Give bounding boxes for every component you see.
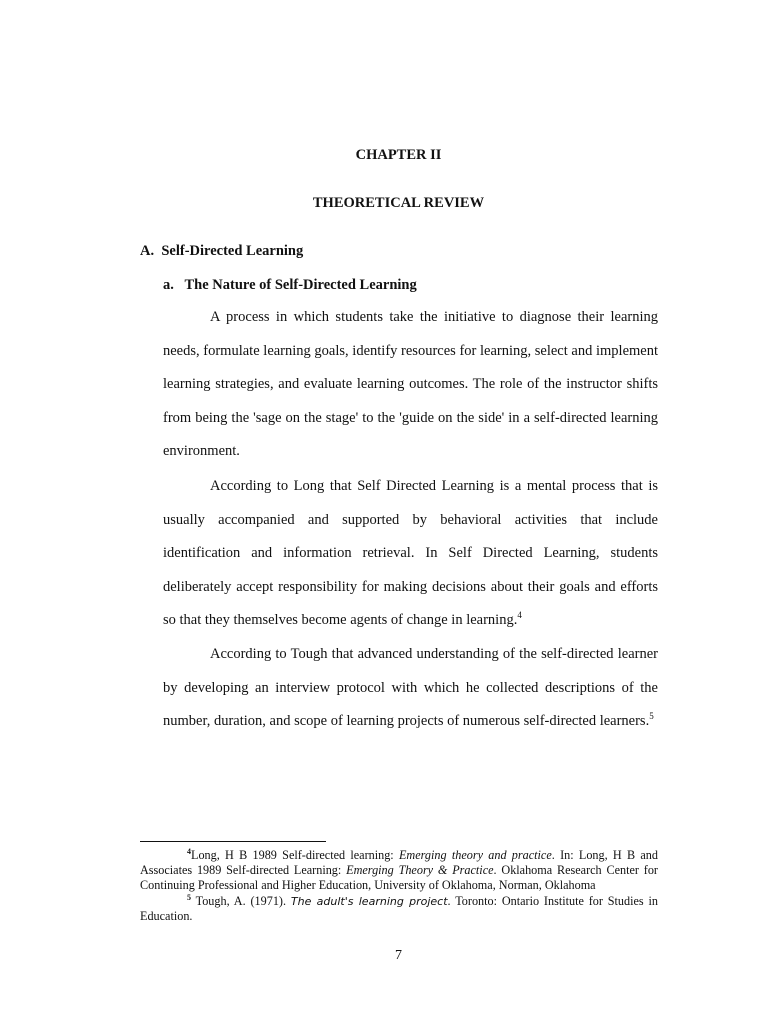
paragraph-3 bbox=[163, 638, 658, 739]
subsection-heading bbox=[163, 276, 417, 294]
section-heading bbox=[140, 242, 303, 260]
chapter-heading: CHAPTER II bbox=[355, 147, 442, 163]
section-label: A. bbox=[140, 243, 155, 259]
footnote-4 bbox=[140, 848, 658, 894]
subsection-label: a. bbox=[163, 277, 174, 293]
page-number: 7 bbox=[395, 948, 402, 963]
subsection-title: The Nature of Self-Directed Learning bbox=[184, 277, 417, 293]
footnote-ref-5: 5 bbox=[649, 711, 654, 722]
footnote-4-part2: . In: Long, H B and Associates 1989 Self-directed Learning: bbox=[140, 848, 658, 878]
footnote-5 bbox=[140, 894, 658, 924]
footnote-divider bbox=[140, 841, 326, 842]
paragraph-1 bbox=[163, 301, 658, 469]
footnote-4-part1: Long, H B 1989 Self-directed learning: bbox=[191, 848, 399, 862]
paragraph-1-text: A process in which students take the initiative to diagnose their learning needs, formulate learning goals, identify resources for learning, select and implement learning strategies, and evaluate learning outcomes. The role of the instructor shifts from being the 'sage on the stage' to the 'guide on the side' in a self-directed learning environment. bbox=[163, 309, 658, 460]
footnote-5-part1: Tough, A. (1971). bbox=[191, 893, 291, 908]
section-title: Self-Directed Learning bbox=[161, 243, 304, 259]
paragraph-2 bbox=[163, 470, 658, 638]
paragraph-2-text: According to Long that Self Directed Learning is a mental process that is usually accompanied and supported by behavioral activities that include identification and information retrieval. In Self Directed Learning, students deliberately accept responsibility for making decisions about their goals and efforts so that they themselves become agents of change in learning. bbox=[163, 478, 658, 629]
footnote-4-part3: . Oklahoma Research Center for Continuing Professional and Higher Education, University of Oklahoma, Norman, Oklahoma bbox=[140, 863, 658, 893]
footnote-5-part2: . Toronto: Ontario Institute for Studies in Education. bbox=[140, 893, 658, 923]
footnote-4-italic1: Emerging theory and practice bbox=[398, 848, 552, 862]
paragraph-3-text: According to Tough that advanced understanding of the self-directed learner by developing an interview protocol with which he collected descriptions of the number, duration, and scope of learning projects of numerous self-directed learners. bbox=[163, 646, 658, 730]
footnote-5-italic1: The adult's learning project bbox=[290, 894, 448, 908]
footnote-4-italic2: Emerging Theory & Practice bbox=[346, 863, 494, 878]
footnote-ref-4: 4 bbox=[517, 610, 522, 621]
chapter-title: THEORETICAL REVIEW bbox=[312, 195, 485, 211]
footnote-4-number: 4 bbox=[187, 847, 191, 856]
footnotes bbox=[140, 848, 658, 924]
footnote-5-number: 5 bbox=[187, 892, 191, 902]
